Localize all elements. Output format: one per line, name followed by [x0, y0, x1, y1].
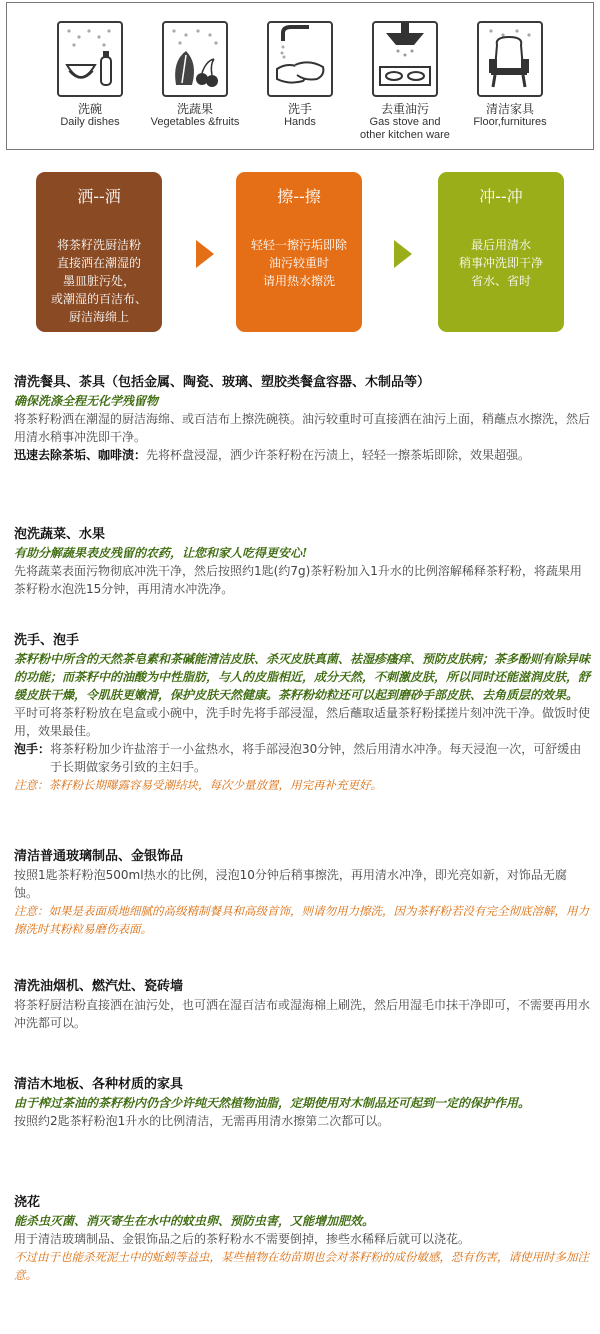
section-title: 清洗餐具、茶具（包括金属、陶瓷、玻璃、塑胶类餐盒容器、木制品等）: [14, 375, 431, 390]
section-body: 用于清洁玻璃制品、金银饰品之后的茶籽粉水不需要倒掉，掺些水稀释后就可以浇花。: [14, 1232, 471, 1246]
vegetables-icon: [162, 21, 228, 97]
icon-label-cn: 清洁家具: [485, 102, 534, 116]
step-rinse: [438, 172, 564, 332]
section-title: 泡洗蔬菜、水果: [14, 527, 106, 542]
icon-item-furniture: [455, 21, 565, 129]
step-line: 墨皿脏污处，: [62, 274, 135, 288]
step-line: 油污较重时: [268, 256, 329, 270]
step-title: 冲--冲: [479, 187, 523, 206]
section-hands: [14, 632, 590, 794]
section-body: 按照约2匙茶籽粉泡1升水的比例清洁，无需再用清水擦第二次都可以。: [14, 1114, 390, 1128]
icon-label-cn: 洗蔬果: [176, 102, 213, 116]
icon-label-cn: 去重油污: [380, 102, 429, 116]
icon-label-cn: 洗手: [287, 102, 312, 116]
step-line: 将茶籽洗厨洁粉: [56, 238, 141, 252]
section-note: 注意：茶籽粉长期曝露容易受潮结块，每次少量放置，用完再补充更好。: [14, 778, 382, 792]
section-body: 将茶籽厨洁粉直接洒在油污处，也可洒在湿百洁布或湿海棉上刷洗，然后用湿毛巾抹干净即可，不需要再用水冲洗都可以。: [14, 998, 591, 1030]
section-title: 清洁木地板、各种材质的家具: [14, 1077, 184, 1092]
step-body: [438, 236, 564, 290]
icon-item-vegetables: [140, 21, 250, 129]
section-body: [14, 740, 590, 776]
icon-label-en: Daily dishes: [60, 116, 120, 128]
section-body-text: 将茶籽粉加少许盐溶于一小盆热水，将手部浸泡30分钟，然后用清水冲净。每天浸泡一次，可舒缓由于长期做家务引致的主妇手。: [50, 742, 582, 774]
step-line: 直接洒在潮湿的: [56, 256, 141, 270]
dishes-icon: [57, 21, 123, 97]
step-line: 厨洁海绵上: [68, 310, 129, 324]
step-wipe: [236, 172, 362, 332]
section-note: 注意：如果是表面质地细腻的高级精制餐具和高级首饰，则请勿用力擦洗，因为茶籽粉若没有完全彻底溶解，用力擦洗时其粉粒易磨伤表面。: [14, 904, 589, 936]
arrow-right-icon: [196, 240, 214, 268]
step-body: [236, 236, 362, 290]
stove-icon: [372, 21, 438, 97]
section-highlight: 有助分解蔬果表皮残留的农药，让您和家人吃得更安心!: [14, 546, 308, 560]
section-body: 先将蔬菜表面污物彻底冲洗干净，然后按照约1匙(约7g)茶籽粉加入1升水的比例溶解稀释茶籽粉，将蔬果用茶籽粉水泡洗15分钟，再用清水冲洗净。: [14, 564, 582, 596]
section-highlight: 茶籽粉中所含的天然茶皂素和茶碱能清洁皮肤、杀灭皮肤真菌、祛湿疹瘙痒、预防皮肤病；茶多酚则有除异味的功能；而茶籽中的油酸为中性脂肪，与人的皮脂相近，成分天然，不刺激皮肤，所以同时还能滋润皮肤，舒缓皮肤干燥，令肌肤更嫩滑，保护皮肤天然健康。茶籽粉幼粒还可以起到磨砂手部皮肤、去角质层的效果。: [14, 652, 591, 702]
section-note: 不过由于也能杀死泥土中的蚯蚓等益虫，某些植物在幼苗期也会对茶籽粉的成份敏感，恐有伤害，请使用时多加注意。: [14, 1250, 589, 1282]
arrow-right-icon: [394, 240, 412, 268]
section-title: 洗手、泡手: [14, 633, 80, 648]
icon-label-en: Gas stove and: [369, 116, 441, 128]
section-title: 清洗油烟机、燃汽灶、瓷砖墙: [14, 979, 184, 994]
step-line: 最后用清水: [470, 238, 531, 252]
section-glass: [14, 848, 590, 938]
section-body: 按照1匙茶籽粉泡500ml热水的比例，浸泡10分钟后稍事擦洗，再用清水冲净，即光亮如新，对饰品无腐蚀。: [14, 868, 567, 900]
section-title: 清洁普通玻璃制品、金银饰品: [14, 849, 184, 864]
section-body-text: 先将杯盘浸湿，洒少许茶籽粉在污渍上，轻轻一擦茶垢即除，效果超强。: [146, 448, 531, 462]
usage-icon-panel: [6, 2, 594, 150]
step-title: 擦--擦: [277, 187, 321, 206]
icon-label-en-2: other kitchen ware: [360, 129, 450, 141]
section-flowers: [14, 1194, 590, 1284]
icon-item-hands: [245, 21, 355, 129]
section-dishes: [14, 374, 590, 464]
section-vegetables: [14, 526, 590, 598]
icon-item-stove: [350, 21, 460, 142]
step-body: [36, 236, 162, 326]
section-stove: [14, 978, 590, 1032]
icon-label-cn: 洗碗: [77, 102, 102, 116]
section-lead: 泡手：: [14, 742, 51, 756]
step-line: 请用热水擦洗: [262, 274, 335, 288]
icon-label-en: Floor,furnitures: [473, 116, 547, 128]
section-body: 将茶籽粉洒在潮湿的厨洁海绵、或百洁布上擦洗碗筷。油污较重时可直接洒在油污上面，稍蘸点水擦洗，然后用清水稍事冲洗即干净。: [14, 412, 591, 444]
step-line: 或潮湿的百洁布、: [50, 292, 147, 306]
icon-label-en: Hands: [284, 116, 316, 128]
icon-item-dishes: [35, 21, 145, 129]
step-sprinkle: [36, 172, 162, 332]
section-body: [14, 446, 590, 464]
icon-label-en: Vegetables &fruits: [150, 116, 240, 128]
furniture-icon: [477, 21, 543, 97]
section-title: 浇花: [14, 1195, 41, 1210]
step-line: 省水、省时: [470, 274, 531, 288]
step-title: 洒--洒: [77, 187, 121, 206]
section-highlight: 确保洗涤全程无化学残留物: [14, 394, 159, 408]
section-highlight: 由于榨过茶油的茶籽粉内仍含少许纯天然植物油脂，定期使用对木制品还可起到一定的保护作用。: [14, 1096, 531, 1110]
section-furniture: [14, 1076, 590, 1130]
section-highlight: 能杀虫灭菌、消灭寄生在水中的蚊虫卵、预防虫害，又能增加肥效。: [14, 1214, 375, 1228]
step-line: 稍事冲洗即干净: [458, 256, 543, 270]
hands-icon: [267, 21, 333, 97]
section-body: 平时可将茶籽粉放在皂盒或小碗中，洗手时先将手部浸湿，然后蘸取适量茶籽粉揉搓片刻冲洗干净。做饭时使用，效果最佳。: [14, 706, 591, 738]
section-lead: 迅速去除茶垢、咖啡渍：: [14, 448, 147, 462]
step-line: 轻轻一擦污垢即除: [250, 238, 347, 252]
